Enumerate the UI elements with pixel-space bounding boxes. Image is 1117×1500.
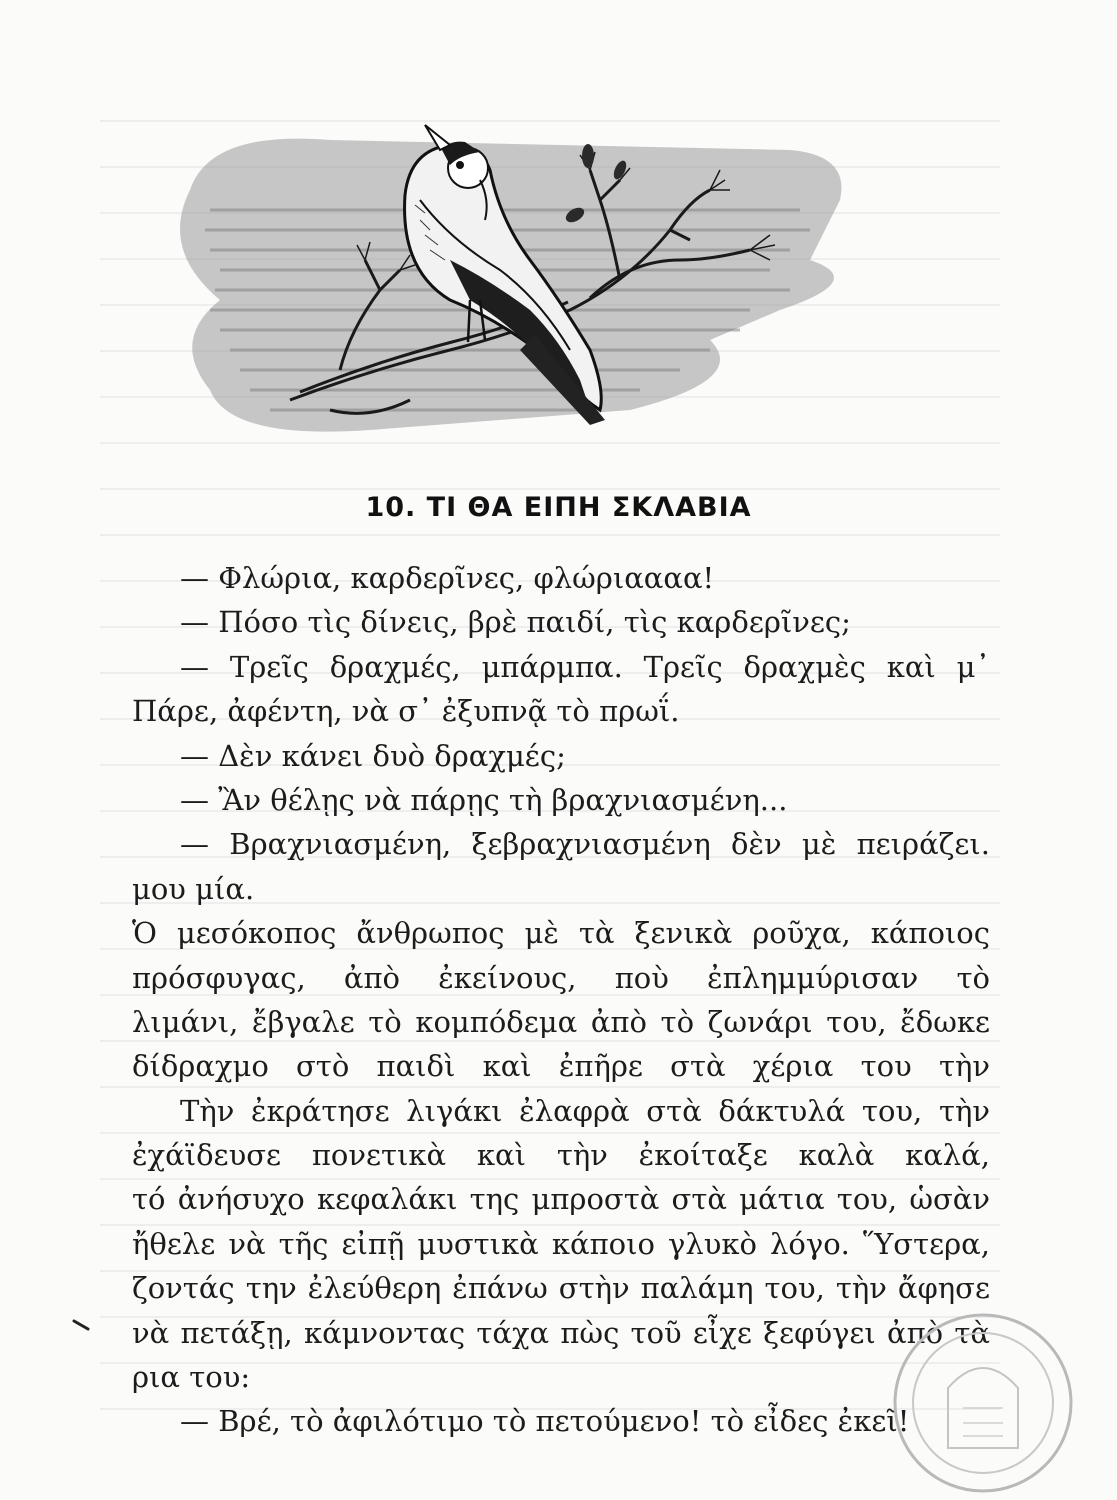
text-line: νὰ πετάξῃ, κάμνοντας τάχα πὼς τοῦ εἶχε ξεφύγει ἀπὸ τὰ bbox=[132, 1315, 990, 1350]
pencil-mark-icon bbox=[72, 1318, 92, 1332]
text-line: — Πόσο τὶς δίνεις, βρὲ παιδί, τὶς καρδερῖνες; bbox=[180, 605, 851, 640]
text-line: Πάρε, ἀφέντη, νὰ σ᾽ ἐξυπνᾷ τὸ πρωΐ. bbox=[132, 694, 680, 729]
text-line: — Τρεῖς δραχμές, μπάρμπα. Τρεῖς δραχμὲς καὶ μ᾽ bbox=[180, 649, 990, 684]
text-line: δίδραχμο στὸ παιδὶ καὶ ἐπῆρε στὰ χέρια του τὴν bbox=[132, 1049, 990, 1084]
text-line: πρόσφυγας, ἀπὸ ἐκείνους, ποὺ ἐπλημμύρισαν τὸ bbox=[132, 960, 990, 995]
text-line: ἤθελε νὰ τῆς εἰπῇ μυστικὰ κάποιο γλυκὸ λόγο. Ὕστερα, bbox=[132, 1226, 990, 1261]
chapter-title: 10. ΤΙ ΘΑ ΕΙΠΗ ΣΚΛΑΒΙΑ bbox=[365, 492, 752, 523]
text-line: — Ἂν θέλῃς νὰ πάρῃς τὴ βραχνιασμένη... bbox=[180, 782, 788, 817]
text-line: ρια του: bbox=[132, 1360, 251, 1395]
text-line: ζοντάς την ἐλεύθερη ἐπάνω στὴν παλάμη του, τὴν ἄφησε bbox=[132, 1271, 990, 1306]
text-line: ἐχάϊδευσε πονετικὰ καὶ τὴν ἐκοίταξε καλὰ καλά, bbox=[132, 1138, 990, 1173]
text-line: μου μία. bbox=[132, 871, 255, 906]
library-stamp-seal bbox=[888, 1308, 1078, 1498]
goldfinch-on-branch-illustration bbox=[150, 110, 950, 460]
text-line: — Δὲν κάνει δυὸ δραχμές; bbox=[180, 738, 566, 773]
text-line: Τὴν ἐκράτησε λιγάκι ἐλαφρὰ στὰ δάκτυλά του, τὴν bbox=[180, 1093, 990, 1128]
text-line: Ὁ μεσόκοπος ἄνθρωπος μὲ τὰ ξενικὰ ροῦχα, κάποιος bbox=[132, 916, 990, 951]
text-line: τό ἀνήσυχο κεφαλάκι της μπροστὰ στὰ μάτια του, ὡσὰν bbox=[132, 1182, 990, 1217]
text-line: — Φλώρια, καρδερῖνες, φλώριαααα! bbox=[180, 561, 715, 595]
text-line: λιμάνι, ἔβγαλε τὸ κομπόδεμα ἀπὸ τὸ ζωνάρι του, ἔδωκε bbox=[132, 1004, 990, 1039]
text-line: — Βρέ, τὸ ἀφιλότιμο τὸ πετούμενο! τὸ εἶδες ἐκεῖ! bbox=[180, 1404, 910, 1439]
text-line: — Βραχνιασμένη, ξεβραχνιασμένη δὲν μὲ πειράζει. bbox=[180, 827, 990, 862]
story-text bbox=[132, 556, 990, 1444]
